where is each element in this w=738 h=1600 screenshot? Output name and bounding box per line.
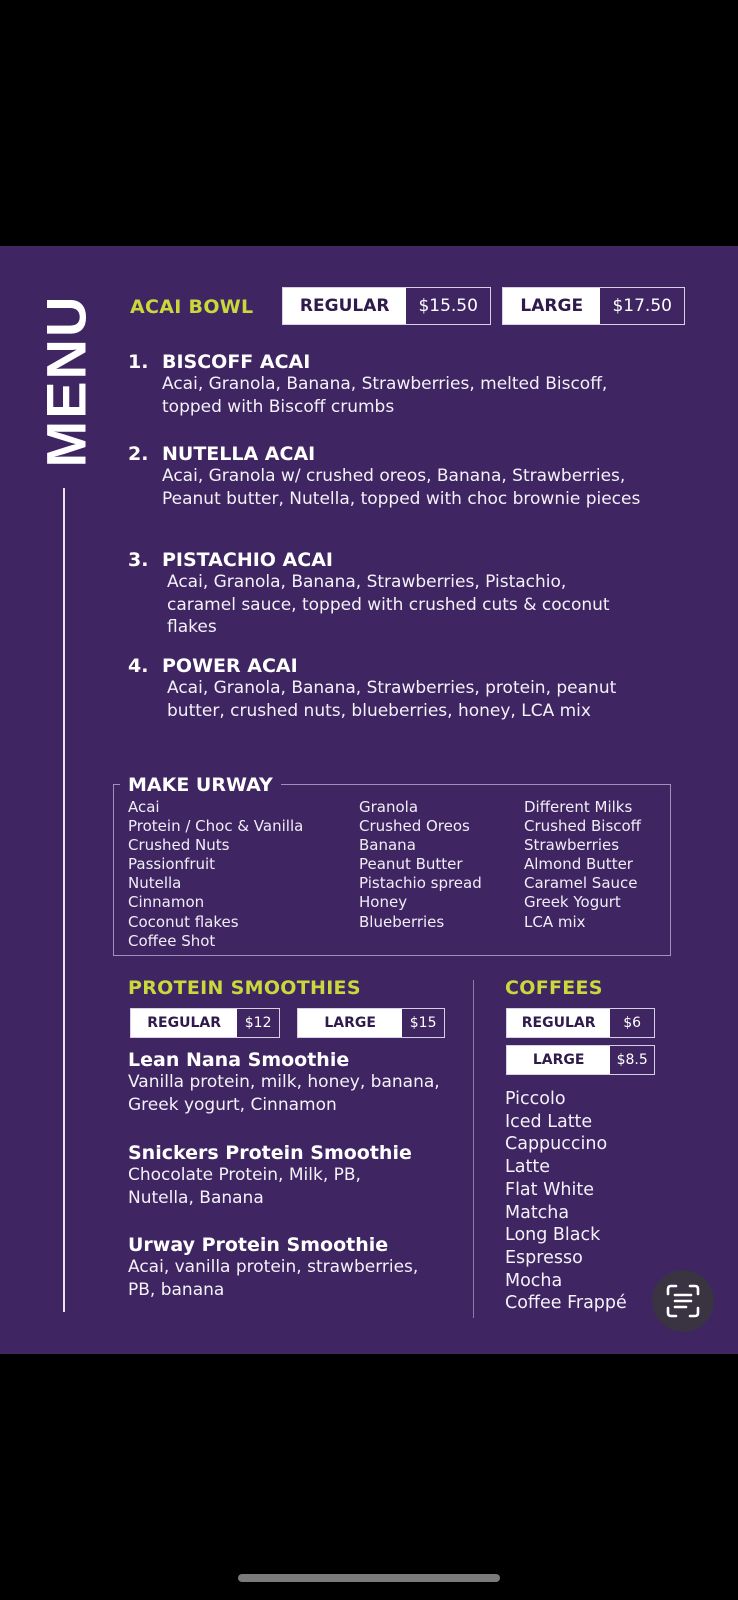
- acai-regular-label: REGULAR: [283, 288, 406, 324]
- make-urway-title: MAKE URWAY: [120, 774, 281, 796]
- urway-option: Crushed Biscoff: [524, 817, 642, 836]
- smoothies-regular-price: [130, 1008, 280, 1038]
- item-name: POWER ACAI: [162, 655, 298, 677]
- acai-item: [128, 351, 648, 418]
- item-description: Acai, Granola, Banana, Strawberries, Pistachio, caramel sauce, topped with crushed cuts & coconut flakes: [167, 572, 610, 637]
- urway-option: Blueberries: [359, 912, 445, 931]
- column-divider: [473, 980, 474, 1318]
- coffee-item: Cappuccino: [505, 1134, 608, 1155]
- urway-column-2: [359, 798, 482, 932]
- urway-option: Crushed Nuts: [128, 836, 230, 855]
- item-number: 1.: [128, 351, 149, 373]
- urway-column-3: [524, 798, 641, 932]
- urway-option: Nutella: [128, 874, 182, 893]
- smoothie-description: Acai, vanilla protein, strawberries, PB, banana: [128, 1257, 419, 1300]
- item-description: Acai, Granola w/ crushed oreos, Banana, Strawberries, Peanut butter, Nutella, topped with choc brownie pieces: [162, 466, 641, 509]
- coffees-regular-amount: $6: [623, 1015, 642, 1031]
- coffee-item: Long Black: [505, 1225, 601, 1246]
- item-number: 4.: [128, 655, 149, 677]
- coffees-large-label: LARGE: [507, 1046, 610, 1074]
- smoothie-name: Snickers Protein Smoothie: [128, 1142, 412, 1164]
- urway-option: Honey: [359, 893, 408, 912]
- coffee-item: Piccolo: [505, 1089, 566, 1109]
- coffee-item: Mocha: [505, 1270, 563, 1291]
- acai-regular-amount: $15.50: [418, 296, 478, 316]
- urway-option: Banana: [359, 836, 416, 855]
- acai-item: [128, 549, 648, 639]
- urway-option: Almond Butter: [524, 855, 633, 874]
- menu-vertical-line: [63, 488, 65, 1312]
- acai-regular-price: [282, 287, 491, 325]
- item-name: BISCOFF ACAI: [162, 351, 311, 373]
- acai-section-title: ACAI BOWL: [130, 296, 254, 318]
- coffees-large-price: [506, 1045, 655, 1075]
- acai-large-amount: $17.50: [612, 296, 672, 316]
- item-description: Acai, Granola, Banana, Strawberries, melted Biscoff, topped with Biscoff crumbs: [162, 374, 608, 417]
- urway-column-1: [128, 798, 303, 951]
- urway-option: Peanut Butter: [359, 855, 463, 874]
- urway-option: Caramel Sauce: [524, 874, 638, 893]
- acai-large-price: [502, 287, 685, 325]
- acai-large-label: LARGE: [503, 288, 600, 324]
- smoothie-item: [128, 1234, 458, 1302]
- coffees-large-amount: $8.5: [616, 1052, 648, 1068]
- menu-vertical-title: [34, 284, 98, 478]
- coffees-section-title: COFFEES: [505, 977, 603, 999]
- smoothie-name: Urway Protein Smoothie: [128, 1234, 389, 1256]
- acai-item: [128, 443, 648, 510]
- smoothie-item: [128, 1049, 458, 1117]
- urway-option: Granola: [359, 798, 419, 816]
- urway-option: Protein / Choc & Vanilla: [128, 817, 304, 836]
- urway-option: Coffee Shot: [128, 931, 216, 950]
- coffees-regular-label: REGULAR: [507, 1009, 610, 1037]
- urway-option: Coconut flakes: [128, 912, 239, 931]
- urway-option: Crushed Oreos: [359, 817, 470, 836]
- item-number: 2.: [128, 443, 149, 465]
- smoothie-description: Vanilla protein, milk, honey, banana, Greek yogurt, Cinnamon: [128, 1072, 440, 1115]
- acai-item: [128, 655, 648, 722]
- smoothies-large-label: LARGE: [298, 1009, 402, 1037]
- urway-option: Passionfruit: [128, 855, 216, 874]
- urway-option: Cinnamon: [128, 893, 205, 912]
- coffee-item: Espresso: [505, 1247, 583, 1268]
- smoothies-regular-label: REGULAR: [131, 1009, 237, 1037]
- smoothie-description: Chocolate Protein, Milk, PB, Nutella, Banana: [128, 1165, 361, 1208]
- urway-option: Acai: [128, 798, 160, 816]
- urway-option: LCA mix: [524, 912, 586, 931]
- home-indicator[interactable]: [238, 1574, 500, 1582]
- coffee-item: Flat White: [505, 1179, 594, 1200]
- smoothies-section-title: PROTEIN SMOOTHIES: [128, 977, 361, 999]
- smoothies-large-price: [297, 1008, 445, 1038]
- text-scan-icon: [664, 1282, 702, 1320]
- item-name: NUTELLA ACAI: [162, 443, 316, 465]
- urway-option: Pistachio spread: [359, 874, 482, 893]
- coffee-item: Iced Latte: [505, 1111, 593, 1132]
- urway-option: Greek Yogurt: [524, 893, 621, 912]
- item-description: Acai, Granola, Banana, Strawberries, protein, peanut butter, crushed nuts, blueberries, honey, LCA mix: [167, 678, 617, 721]
- text-scan-button[interactable]: [652, 1270, 714, 1332]
- coffee-item: Latte: [505, 1157, 550, 1178]
- item-number: 3.: [128, 549, 149, 571]
- coffees-regular-price: [506, 1008, 655, 1038]
- smoothies-large-amount: $15: [409, 1015, 437, 1031]
- coffee-item: Coffee Frappé: [505, 1293, 627, 1314]
- urway-option: Different Milks: [524, 798, 633, 816]
- coffee-item: Matcha: [505, 1202, 570, 1223]
- menu-label: MENU: [34, 294, 98, 468]
- coffee-list: [505, 1088, 627, 1315]
- urway-option: Strawberries: [524, 836, 620, 855]
- smoothie-name: Lean Nana Smoothie: [128, 1049, 350, 1071]
- smoothies-regular-amount: $12: [244, 1015, 272, 1031]
- smoothie-item: [128, 1142, 458, 1210]
- item-name: PISTACHIO ACAI: [162, 549, 333, 571]
